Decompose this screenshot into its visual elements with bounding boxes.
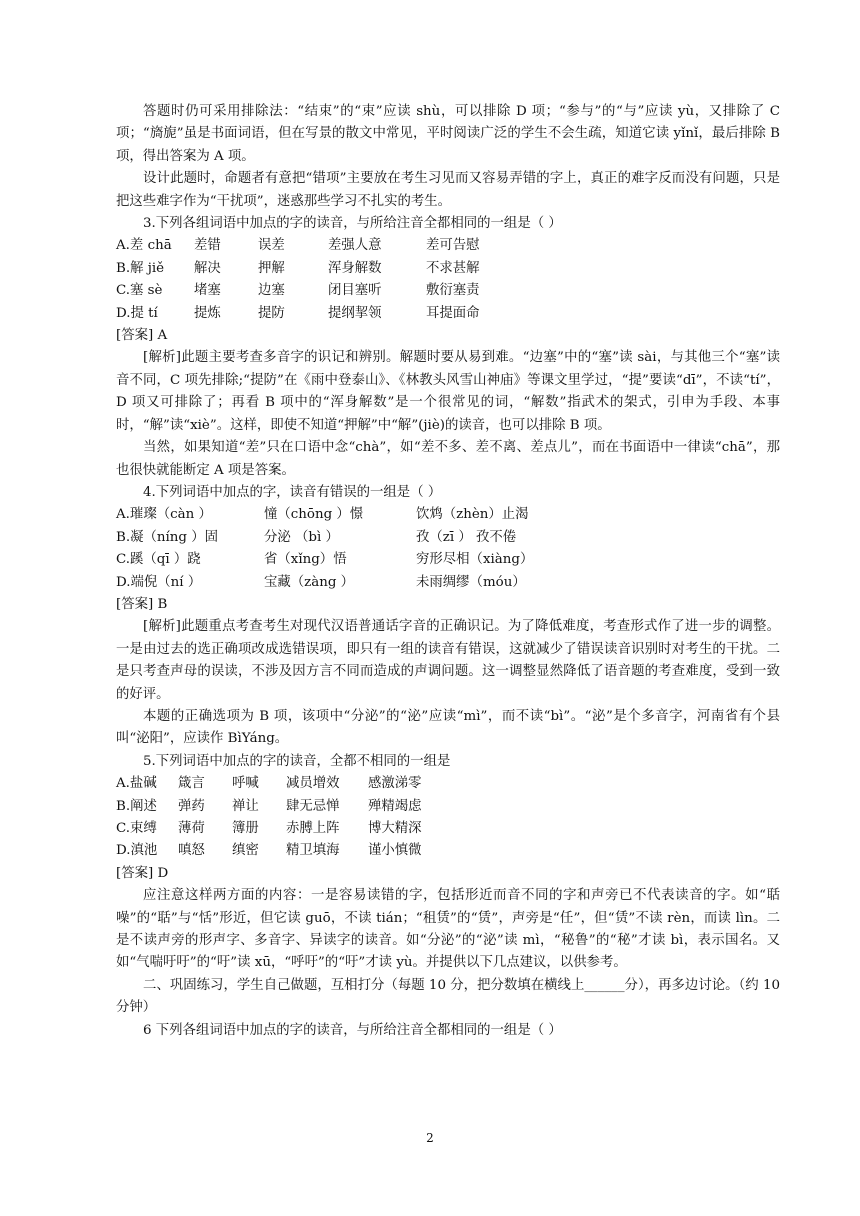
question-3-note: 当然，如果知道“差”只在口语中念“chà”，如“差不多、差不离、差点儿”，而在书面语中一律读“chā”，那也很快就能断定 A 项是答案。 bbox=[116, 440, 780, 478]
paragraph-design-intent: 设计此题时，命题者有意把“错项”主要放在考生习见而又容易弄错的字上，真正的难字反而没有问题，只是把这些难字作为“干扰项”，迷惑那些学习不扎实的考生。 bbox=[116, 171, 780, 209]
page-content bbox=[116, 101, 780, 1042]
option-cell: 提纲挈领 bbox=[328, 305, 382, 321]
q4-option-d bbox=[116, 572, 780, 594]
option-cell: 提防 bbox=[258, 305, 285, 321]
option-cell: 不求甚解 bbox=[426, 260, 480, 276]
option-cell: 浑身解数 bbox=[328, 260, 382, 276]
option-cell: 耳提面命 bbox=[426, 305, 480, 321]
option-cell: 宝藏（zàng ） bbox=[264, 574, 355, 590]
option-cell: 博大精深 bbox=[368, 821, 422, 836]
q3-option-a bbox=[116, 235, 780, 257]
option-cell: B.阐述 bbox=[116, 798, 157, 814]
q4-option-a bbox=[116, 504, 780, 526]
option-cell: 闭目塞听 bbox=[328, 283, 382, 299]
q4-option-b bbox=[116, 527, 780, 549]
q5-option-c bbox=[116, 818, 780, 840]
option-cell: 弹药 bbox=[178, 798, 205, 814]
option-cell: 肆无忌惮 bbox=[286, 798, 340, 814]
option-cell: 谨小慎微 bbox=[368, 843, 422, 859]
q4-option-c bbox=[116, 549, 780, 571]
option-cell: A.盐碱 bbox=[116, 776, 157, 792]
option-cell: 堵塞 bbox=[194, 283, 221, 299]
option-cell: 提炼 bbox=[194, 305, 221, 321]
option-cell: B.解 jiě bbox=[116, 260, 165, 276]
question-5: 5.下列词语中加点的字的读音，全都不相同的一组是 bbox=[143, 753, 451, 769]
paragraph-elimination-method: 答题时仍可采用排除法：“结束”的“束”应读 shù，可以排除 D 项；“参与”的“与”应读 yù，又排除了 C 项；“旖旎”虽是书面词语，但在写景的散文中常见，平时阅读广泛的学生不会生疏，知道它读 yǐnǐ，最后排除 B 项，得出答案为 A 项。 bbox=[116, 104, 780, 164]
option-cell: 减员增效 bbox=[286, 776, 340, 792]
question-5-note: 应注意这样两方面的内容：一是容易读错的字，包括形近而音不同的字和声旁已不代表读音的字。如“聒噪”的“聒”与“恬”形近，但它读 guō，不读 tián；“租赁”的“赁”，声旁是“任”，但“赁”不读 rèn，而读 lìn。二是不读声旁的形声字、多音字、异读字的读音。如“分泌”的“泌”读 mì，“秘鲁”的“秘”才读 bì，表示国名。又如“气喘吁吁”的“吁”读 xū，“呼吁”的“吁”才读 yù。并提供以下几点建议，以供参考。 bbox=[116, 888, 780, 971]
option-cell: 解决 bbox=[194, 260, 221, 276]
option-cell: C.塞 sè bbox=[116, 283, 163, 299]
option-cell: 箴言 bbox=[178, 776, 205, 792]
question-4-analysis: [解析]此题重点考查考生对现代汉语普通话字音的正确识记。为了降低难度，考查形式作了进一步的调整。一是由过去的选正确项改成选错误项，即只有一组的读音有错误，这就减少了错误读音识别时对考生的干扰。二是只考查声母的误读，不涉及因方言不同而造成的声调问题。这一调整显然降低了语音题的考查难度，受到一致的好评。 bbox=[116, 619, 780, 702]
question-6: 6 下列各组词语中加点的字的读音，与所给注音全都相同的一组是（ ） bbox=[143, 1022, 562, 1038]
question-3: 3.下列各组词语中加点的字的读音，与所给注音全都相同的一组是（ ） bbox=[143, 216, 562, 232]
option-cell: 禅让 bbox=[232, 798, 259, 814]
option-cell: D.滇池 bbox=[116, 843, 158, 859]
option-cell: 簿册 bbox=[232, 821, 259, 836]
option-cell: 未雨绸缪（móu） bbox=[416, 574, 526, 590]
question-4-answer: [答案] B bbox=[116, 596, 168, 612]
q3-option-d bbox=[116, 303, 780, 325]
question-3-answer: [答案] A bbox=[116, 328, 168, 344]
option-cell: 赤膊上阵 bbox=[286, 821, 340, 836]
option-cell: 饮鸩（zhèn）止渴 bbox=[416, 507, 529, 523]
option-cell: A.璀璨（càn ） bbox=[116, 507, 212, 523]
option-cell: 薄荷 bbox=[178, 821, 205, 836]
option-cell: C.束缚 bbox=[116, 821, 157, 836]
question-4-options bbox=[116, 504, 780, 594]
option-cell: 边塞 bbox=[258, 283, 285, 299]
option-cell: 穷形尽相（xiàng） bbox=[416, 552, 534, 568]
option-cell: 缜密 bbox=[232, 843, 259, 859]
q3-option-c bbox=[116, 280, 780, 302]
q5-option-d bbox=[116, 840, 780, 862]
option-cell: 呼喊 bbox=[232, 776, 259, 792]
option-cell: C.蹊（qī ）跷 bbox=[116, 552, 201, 568]
option-cell: 差强人意 bbox=[328, 238, 382, 254]
option-cell: 差错 bbox=[194, 238, 221, 254]
option-cell: 分泌 （bì ） bbox=[264, 529, 339, 545]
option-cell: 省（xǐng）悟 bbox=[264, 552, 347, 568]
question-4: 4.下列词语中加点的字，读音有错误的一组是（ ） bbox=[143, 484, 442, 500]
option-cell: A.差 chā bbox=[116, 238, 172, 254]
option-cell: 憧（chōng ）憬 bbox=[264, 507, 364, 523]
q3-option-b bbox=[116, 258, 780, 280]
option-cell: 殚精竭虑 bbox=[368, 798, 422, 814]
option-cell: 孜（zī ） 孜不倦 bbox=[416, 529, 517, 545]
option-cell: 押解 bbox=[258, 260, 285, 276]
option-cell: 感激涕零 bbox=[368, 776, 422, 792]
option-cell: D.提 tí bbox=[116, 305, 158, 321]
page-number: 2 bbox=[426, 1131, 434, 1145]
question-5-answer: [答案] D bbox=[116, 865, 169, 881]
question-5-options bbox=[116, 773, 780, 863]
option-cell: 精卫填海 bbox=[286, 843, 340, 859]
option-cell: D.端倪（ní ） bbox=[116, 574, 202, 590]
question-3-options bbox=[116, 235, 780, 325]
q5-option-a bbox=[116, 773, 780, 795]
q5-option-b bbox=[116, 796, 780, 818]
question-3-analysis: [解析]此题主要考查多音字的识记和辨别。解题时要从易到难。“边塞”中的“塞”读 sài，与其他三个“塞”读音不同，C 项先排除;“提防”在《雨中登泰山》、《林教头风雪山神庙》等课文里学过，“提”要读“dī”，不读“tí”，D 项又可排除了；再看 B 项中的“浑身解数”是一个很常见的词，“解数”指武术的架式，引申为手段、本事时，“解”读“xiè”。这样，即使不知道“押解”中“解”(jiè)的读音，也可以排除 B 项。 bbox=[116, 350, 780, 433]
option-cell: 误差 bbox=[258, 238, 285, 254]
option-cell: B.凝（níng ）固 bbox=[116, 529, 219, 545]
question-4-note: 本题的正确选项为 B 项，该项中“分泌”的“泌”应读“mì”，而不读“bì”。“泌”是个多音字，河南省有个县叫“泌阳”，应读作 BìYáng。 bbox=[116, 708, 780, 747]
option-cell: 差可告慰 bbox=[426, 238, 480, 254]
option-cell: 嗔怒 bbox=[178, 843, 205, 859]
option-cell: 敷衍塞责 bbox=[426, 283, 480, 299]
section-2-practice: 二、巩固练习，学生自己做题，互相打分（每题 10 分，把分数填在横线上______分），再多边讨论。（约 10 分钟） bbox=[116, 977, 780, 1016]
